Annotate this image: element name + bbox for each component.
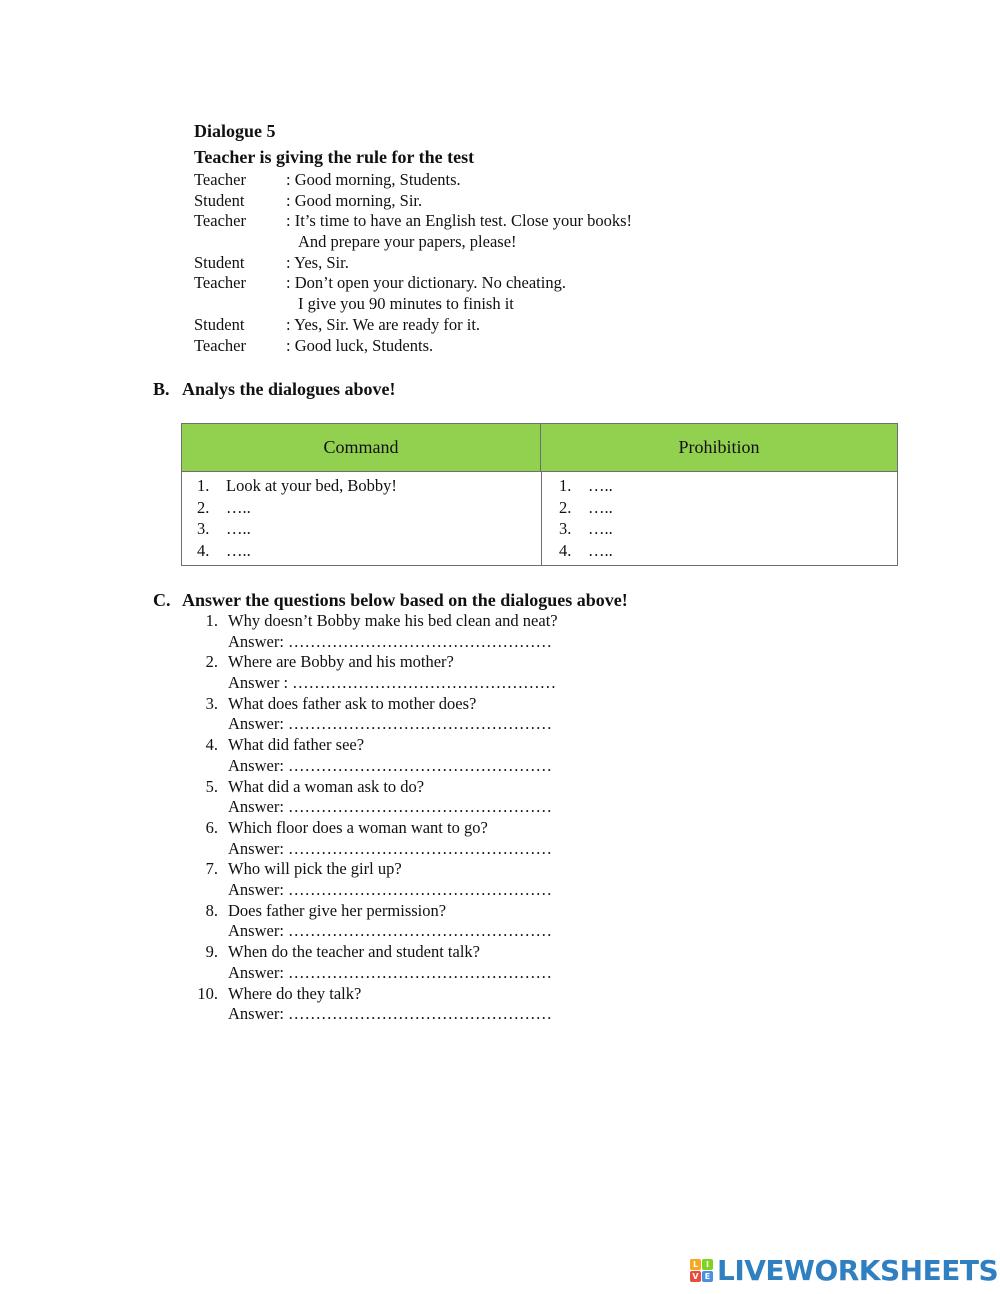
section-c-text: Answer the questions below based on the dialogues above! [182, 590, 628, 610]
logo-icon [690, 1259, 713, 1282]
prohibition-header: Prohibition [541, 424, 897, 472]
speaker-name: Student [194, 252, 245, 272]
item-number: 3. [197, 519, 210, 538]
item-text: ….. [226, 497, 251, 517]
item-number: 3. [559, 519, 572, 538]
question-number: 9. [205, 942, 218, 962]
item-text: ….. [588, 540, 613, 560]
answer-line: Answer: ………………………………………… [228, 921, 553, 941]
speaker-name: Teacher [194, 273, 246, 293]
question-number: 6. [205, 817, 218, 837]
item-text: ….. [588, 519, 613, 538]
dialogue-text: : Yes, Sir. We are ready for it. [286, 314, 481, 334]
answer-line: Answer: ………………………………………… [228, 631, 553, 651]
answer-line: Answer: ………………………………………… [228, 755, 553, 775]
answer-line: Answer: ………………………………………… [228, 880, 553, 900]
dialogue-text: And prepare your papers, please! [298, 232, 517, 252]
question-number: 7. [205, 859, 218, 879]
answer-line: Answer: ………………………………………… [228, 714, 553, 734]
dialogue-line [194, 336, 474, 357]
item-text: ….. [588, 497, 613, 517]
question-item [194, 735, 694, 776]
item-number: 1. [197, 476, 210, 495]
question-item [194, 818, 694, 859]
question-text: Does father give her permission? [228, 900, 447, 920]
dialogue-text: : Good morning, Sir. [286, 190, 423, 210]
question-number: 5. [205, 776, 218, 796]
question-item [194, 777, 694, 818]
table-divider [541, 472, 542, 565]
section-b-letter: B. [153, 379, 170, 399]
question-text: Who will pick the girl up? [228, 859, 402, 879]
item-number: 4. [559, 540, 572, 560]
logo-tile: I [702, 1259, 713, 1270]
answer-line: Answer: ………………………………………… [228, 797, 553, 817]
dialogue-line [194, 273, 566, 294]
answer-line: Answer: ………………………………………… [228, 962, 553, 982]
item-number: 1. [559, 476, 572, 495]
dialogue-text: I give you 90 minutes to finish it [298, 294, 514, 314]
dialogue-line [194, 294, 514, 315]
question-text: Where are Bobby and his mother? [228, 652, 454, 672]
question-list [194, 611, 694, 1025]
item-text: ….. [226, 540, 251, 560]
dialogue-block [194, 118, 633, 356]
answer-line: Answer: ………………………………………… [228, 1004, 553, 1024]
dialogue-text: : Yes, Sir. [286, 252, 349, 272]
question-text: Which floor does a woman want to go? [228, 817, 488, 837]
dialogue-line [194, 232, 517, 253]
question-number: 1. [205, 611, 218, 630]
speaker-name: Teacher [194, 335, 246, 355]
section-b-title [153, 379, 396, 400]
analysis-table [181, 423, 898, 566]
question-number: 8. [205, 900, 218, 920]
dialogue-line [194, 191, 474, 212]
logo-tile: L [690, 1259, 701, 1270]
question-item [194, 942, 694, 983]
dialogue-text: : It’s time to have an English test. Close your books! [286, 211, 633, 231]
dialogue-line [194, 170, 474, 191]
speaker-name: Teacher [194, 170, 246, 189]
dialogue-text: : Don’t open your dictionary. No cheating. [286, 273, 566, 293]
speaker-name: Student [194, 314, 245, 334]
dialogue-title: Dialogue 5 [194, 121, 276, 141]
liveworksheets-logo [690, 1253, 998, 1287]
question-text: Where do they talk? [228, 983, 362, 1003]
question-text: What did a woman ask to do? [228, 776, 425, 796]
speaker-name: Student [194, 190, 245, 210]
section-c-letter: C. [153, 590, 171, 610]
question-number: 3. [205, 693, 218, 713]
dialogue-line [194, 314, 481, 336]
question-text: When do the teacher and student talk? [228, 942, 480, 962]
question-item [194, 694, 694, 735]
question-item [194, 984, 694, 1025]
question-item [194, 652, 694, 693]
question-number: 10. [197, 983, 218, 1003]
question-text: What did father see? [228, 735, 365, 755]
item-text: Look at your bed, Bobby! [226, 476, 397, 495]
dialogue-line [194, 253, 474, 274]
item-number: 4. [197, 540, 210, 560]
dialogue-line [194, 211, 633, 232]
item-number: 2. [197, 497, 210, 517]
answer-line: Answer: ………………………………………… [228, 838, 553, 858]
question-item [194, 859, 694, 900]
dialogue-subtitle: Teacher is giving the rule for the test [194, 147, 475, 167]
item-text: ….. [226, 519, 251, 538]
question-item [194, 611, 694, 652]
speaker-name: Teacher [194, 211, 246, 231]
item-text: ….. [588, 476, 613, 495]
dialogue-text: : Good luck, Students. [286, 335, 434, 355]
question-number: 2. [205, 652, 218, 672]
logo-tile: E [702, 1271, 713, 1282]
item-number: 2. [559, 497, 572, 517]
dialogue-text: : Good morning, Students. [286, 170, 461, 189]
section-c-title [153, 590, 628, 611]
question-number: 4. [205, 735, 218, 755]
command-header: Command [182, 424, 541, 472]
logo-tile: V [690, 1271, 701, 1282]
question-text: What does father ask to mother does? [228, 693, 477, 713]
section-b-text: Analys the dialogues above! [182, 379, 396, 399]
dialogue-lines [194, 170, 633, 356]
answer-line: Answer : ………………………………………… [228, 673, 557, 693]
brand-text: LIVEWORKSHEETS [717, 1253, 999, 1287]
question-item [194, 901, 694, 942]
question-text: Why doesn’t Bobby make his bed clean and neat? [228, 611, 558, 630]
